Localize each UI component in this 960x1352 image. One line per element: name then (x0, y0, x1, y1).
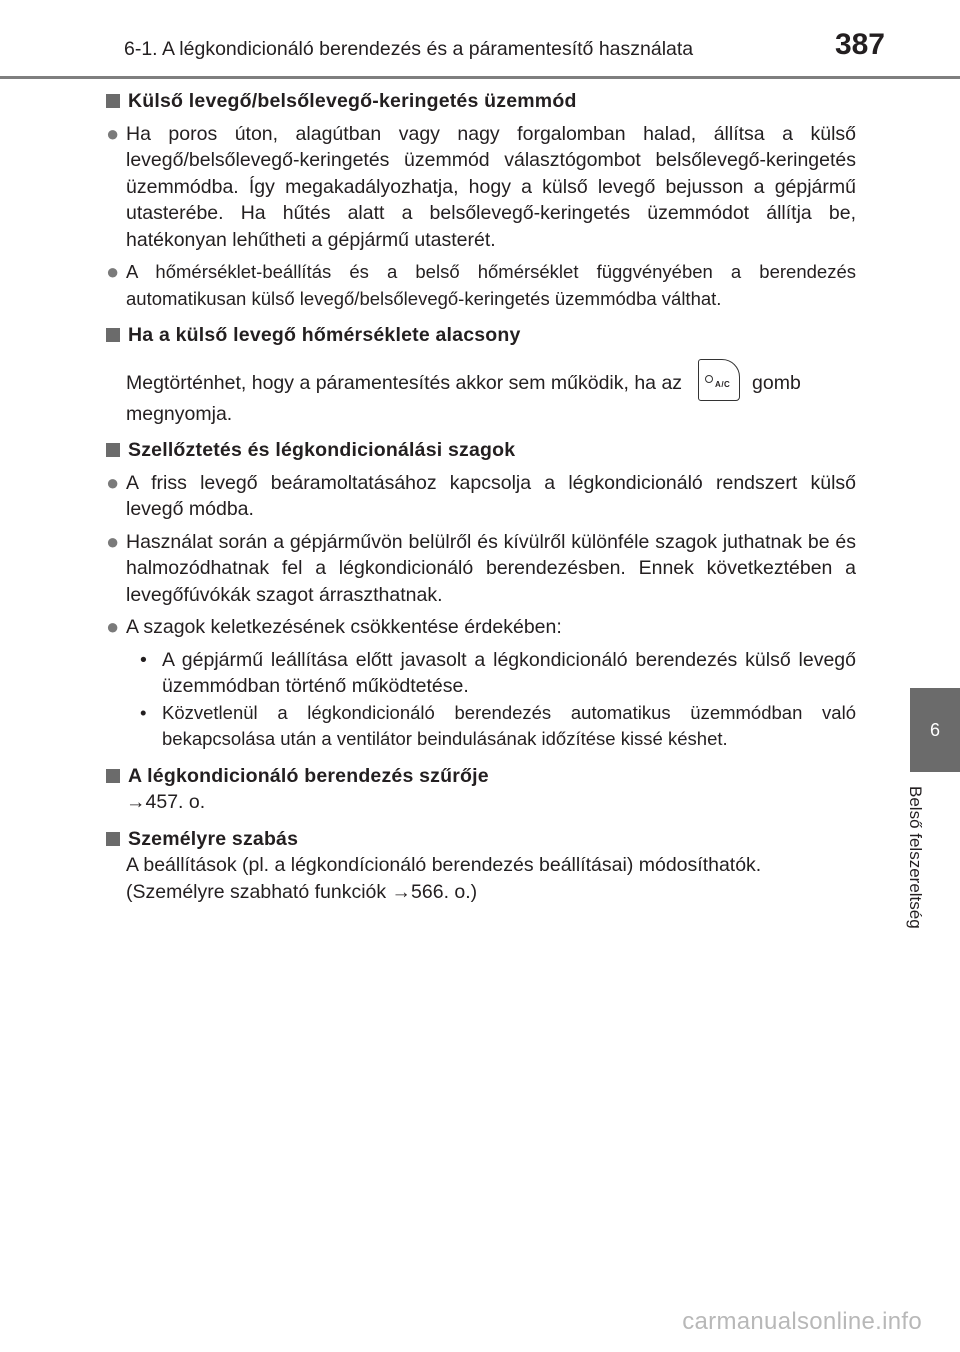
running-header-title: 6-1. A légkondicionáló berendezés és a páramentesítő használata (124, 38, 694, 60)
chapter-side-label (900, 786, 930, 956)
section-ventilation-odors (106, 437, 856, 753)
chapter-label-text: Belső felszereltség (906, 786, 925, 929)
page-content (106, 88, 856, 915)
square-bullet-icon (106, 443, 120, 457)
page-reference-link[interactable]: →457. o. (126, 791, 206, 813)
sub-list-item: • A gépjármű leállítása előtt javasolt a légkondicionáló berendezés külső levegő üzemmódban történő működtetése. (140, 647, 856, 700)
sub-list-item: • Közvetlenül a légkondicionáló berendezés automatikus üzemmódban való bekapcsolása után a ventilátor beindulásának időzítése kissé késhet. (140, 700, 856, 753)
section-heading: Szellőztetés és légkondicionálási szagok (106, 437, 856, 464)
square-bullet-icon (106, 832, 120, 846)
chapter-tab[interactable] (910, 688, 960, 772)
watermark-text: carmanualsonline.info (682, 1308, 922, 1335)
section-air-recirculation (106, 88, 856, 312)
section-low-outside-temperature (106, 322, 856, 427)
page-number: 387 (834, 28, 885, 61)
round-bullet-icon: ● (106, 614, 120, 639)
indicator-led-icon (705, 375, 713, 383)
round-bullet-icon: ● (106, 469, 120, 495)
header-divider (0, 76, 960, 79)
section-heading: A légkondicionáló berendezés szűrője (106, 763, 856, 790)
dot-marker-icon: • (140, 701, 147, 723)
dot-marker-icon: • (140, 648, 147, 671)
ac-paragraph: Megtörténhet, hogy a páramentesítés akkor sem működik, ha az A/C gomb megnyomja. (106, 367, 856, 428)
section-ac-filter (106, 763, 856, 816)
square-bullet-icon (106, 328, 120, 342)
customization-paragraph: A beállítások (pl. a légkondícionáló berendezés beállításai) módosíthatók. (Személyre szabható funkciók →566. o.) (126, 854, 762, 903)
list-item: ● A hőmérséklet-beállítás és a belső hőmérséklet függvényében a berendezés automatikusan külső levegő/belsőlevegő-keringetés üzemmódba válthat. (106, 259, 856, 312)
section-customization (106, 826, 856, 906)
section-heading: Külső levegő/belsőlevegő-keringetés üzemmód (106, 88, 856, 115)
round-bullet-icon: ● (106, 528, 120, 554)
section-heading: Ha a külső levegő hőmérséklete alacsony (106, 322, 856, 349)
round-bullet-icon: ● (106, 120, 120, 146)
section-heading: Személyre szabás (106, 826, 856, 853)
sub-list (106, 647, 856, 753)
chapter-number: 6 (929, 719, 940, 740)
round-bullet-icon: ● (106, 259, 120, 284)
list-item: ● Ha poros úton, alagútban vagy nagy forgalomban halad, állítsa a külső levegő/belsőlevegő-keringetés üzemmód választógombot belsőlevegő-keringetés üzemmódba. Így megakadályozhatja, hogy a külső levegő bejusson a gépjármű utasterébe. Ha hűtés alatt a belsőlevegő-keringetés üzemmódot állítja be, hatékonyan lehűtheti a gépjármű utasterét. (106, 121, 856, 254)
list-item: ● A friss levegő beáramoltatásához kapcsolja a légkondicionáló rendszert külső levegő módba. (106, 470, 856, 523)
square-bullet-icon (106, 769, 120, 783)
list-item: ● A szagok keletkezésének csökkentése érdekében: (106, 614, 562, 639)
square-bullet-icon (106, 94, 120, 108)
ac-button-icon: A/C (698, 359, 740, 401)
list-item: ● Használat során a gépjárművön belülről és kívülről különféle szagok juthatnak be és halmozódhatnak fel a légkondicionáló berendezésben. Ennek következtében a levegőfúvókák szagot árraszthatnak. (106, 529, 856, 609)
